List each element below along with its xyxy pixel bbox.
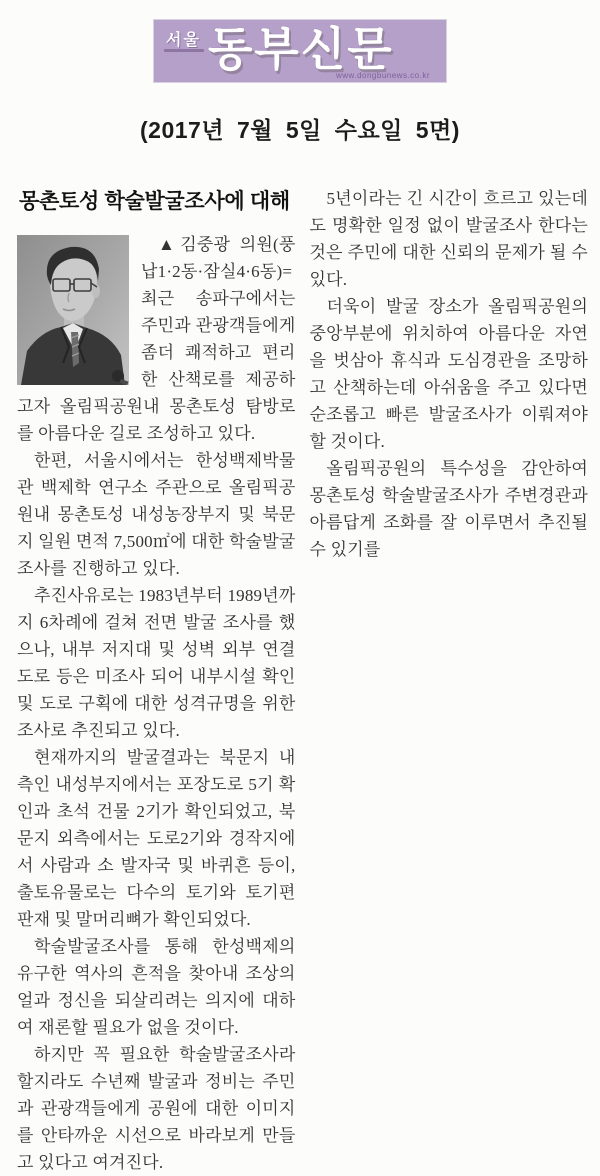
- article-paragraph: 하지만 꼭 필요한 학술발굴조사라 할지라도 수년째 발굴과 정비는 주민과 관광객들에게 공원에 대한 이미지를 안타까운 시선으로 바라보게 만들고 있다고 여겨진다.: [17, 1045, 296, 1172]
- article-paragraph: 학술발굴조사를 통해 한성백제의 유구한 역사의 흔적을 찾아내 조상의 얼과 정신을 되살리려는 의지에 대하여 재론할 필요가 없을 것이다.: [17, 937, 296, 1037]
- article-paragraph: ▲김중광 의원(풍납1·2동·잠실4·6동)= 최근 송파구에서는 주민과 관광객들에게 좀더 쾌적하고 편리한 산책로를 제공하고자 올림픽공원내 몽촌토성 탐방로를 아름다운 길로 조성하고 있다.: [17, 235, 296, 443]
- left-column: [17, 185, 296, 1176]
- article-paragraph: 더욱이 발굴 장소가 올림픽공원의 중앙부분에 위치하여 아름다운 자연을 벗삼아 휴식과 도심경관을 조망하고 산책하는데 아쉬움을 주고 있다면 순조롭고 빠른 발굴조사가 이뤄져야 할 것이다.: [309, 297, 588, 451]
- right-column: [310, 185, 589, 1176]
- newspaper-masthead: [154, 20, 446, 82]
- publication-dateline: (2017년 7월 5일 수요일 5면): [140, 117, 460, 143]
- article-paragraph: 한편, 서울시에서는 한성백제박물관 백제학 연구소 주관으로 올림픽공원내 몽촌토성 내성농장부지 및 북문지 일원 면적 7,500㎡에 대한 학술발굴조사를 진행하고 있다.: [17, 451, 296, 578]
- article-paragraph: 5년이라는 긴 시간이 흐르고 있는데도 명확한 일정 없이 발굴조사 한다는 것은 주민에 대한 신뢰의 문제가 될 수 있다.: [309, 189, 588, 289]
- article-paragraph: 현재까지의 발굴결과는 북문지 내측인 내성부지에서는 포장도로 5기 확인과 초석 건물 2기가 확인되었고, 북문지 외측에서는 도로2기와 경작지에서 사람과 소 발자국 및 바퀴흔 등이, 출토유물로는 다수의 토기와 토기편 판재 및 말머리뼈가 확인되었다.: [17, 748, 296, 929]
- article-paragraph: 올림픽공원의 특수성을 감안하여 몽촌토성 학술발굴조사가 주변경관과 아름답게 조화를 잘 이루면서 추진될 수 있기를: [309, 459, 588, 559]
- article-paragraph: 추진사유로는 1983년부터 1989년까지 6차례에 걸쳐 전면 발굴 조사를 했으나, 내부 저지대 및 성벽 외부 연결도로 등은 미조사 되어 내부시설 확인 및 도로 구획에 대한 성격규명을 위한 조사로 추진되고 있다.: [17, 586, 296, 740]
- masthead-website-url: www.dongbunews.co.kr: [335, 71, 430, 80]
- masthead-region-label: 서울: [166, 32, 201, 49]
- article-headline: 몽촌토성 학술발굴조사에 대해: [19, 190, 290, 213]
- newspaper-page: [0, 20, 600, 1172]
- masthead-region-subtext: [164, 49, 204, 52]
- councilman-portrait-photo: [17, 235, 129, 385]
- article-columns: [0, 185, 600, 1176]
- newspaper-title: 동부신문: [208, 24, 394, 75]
